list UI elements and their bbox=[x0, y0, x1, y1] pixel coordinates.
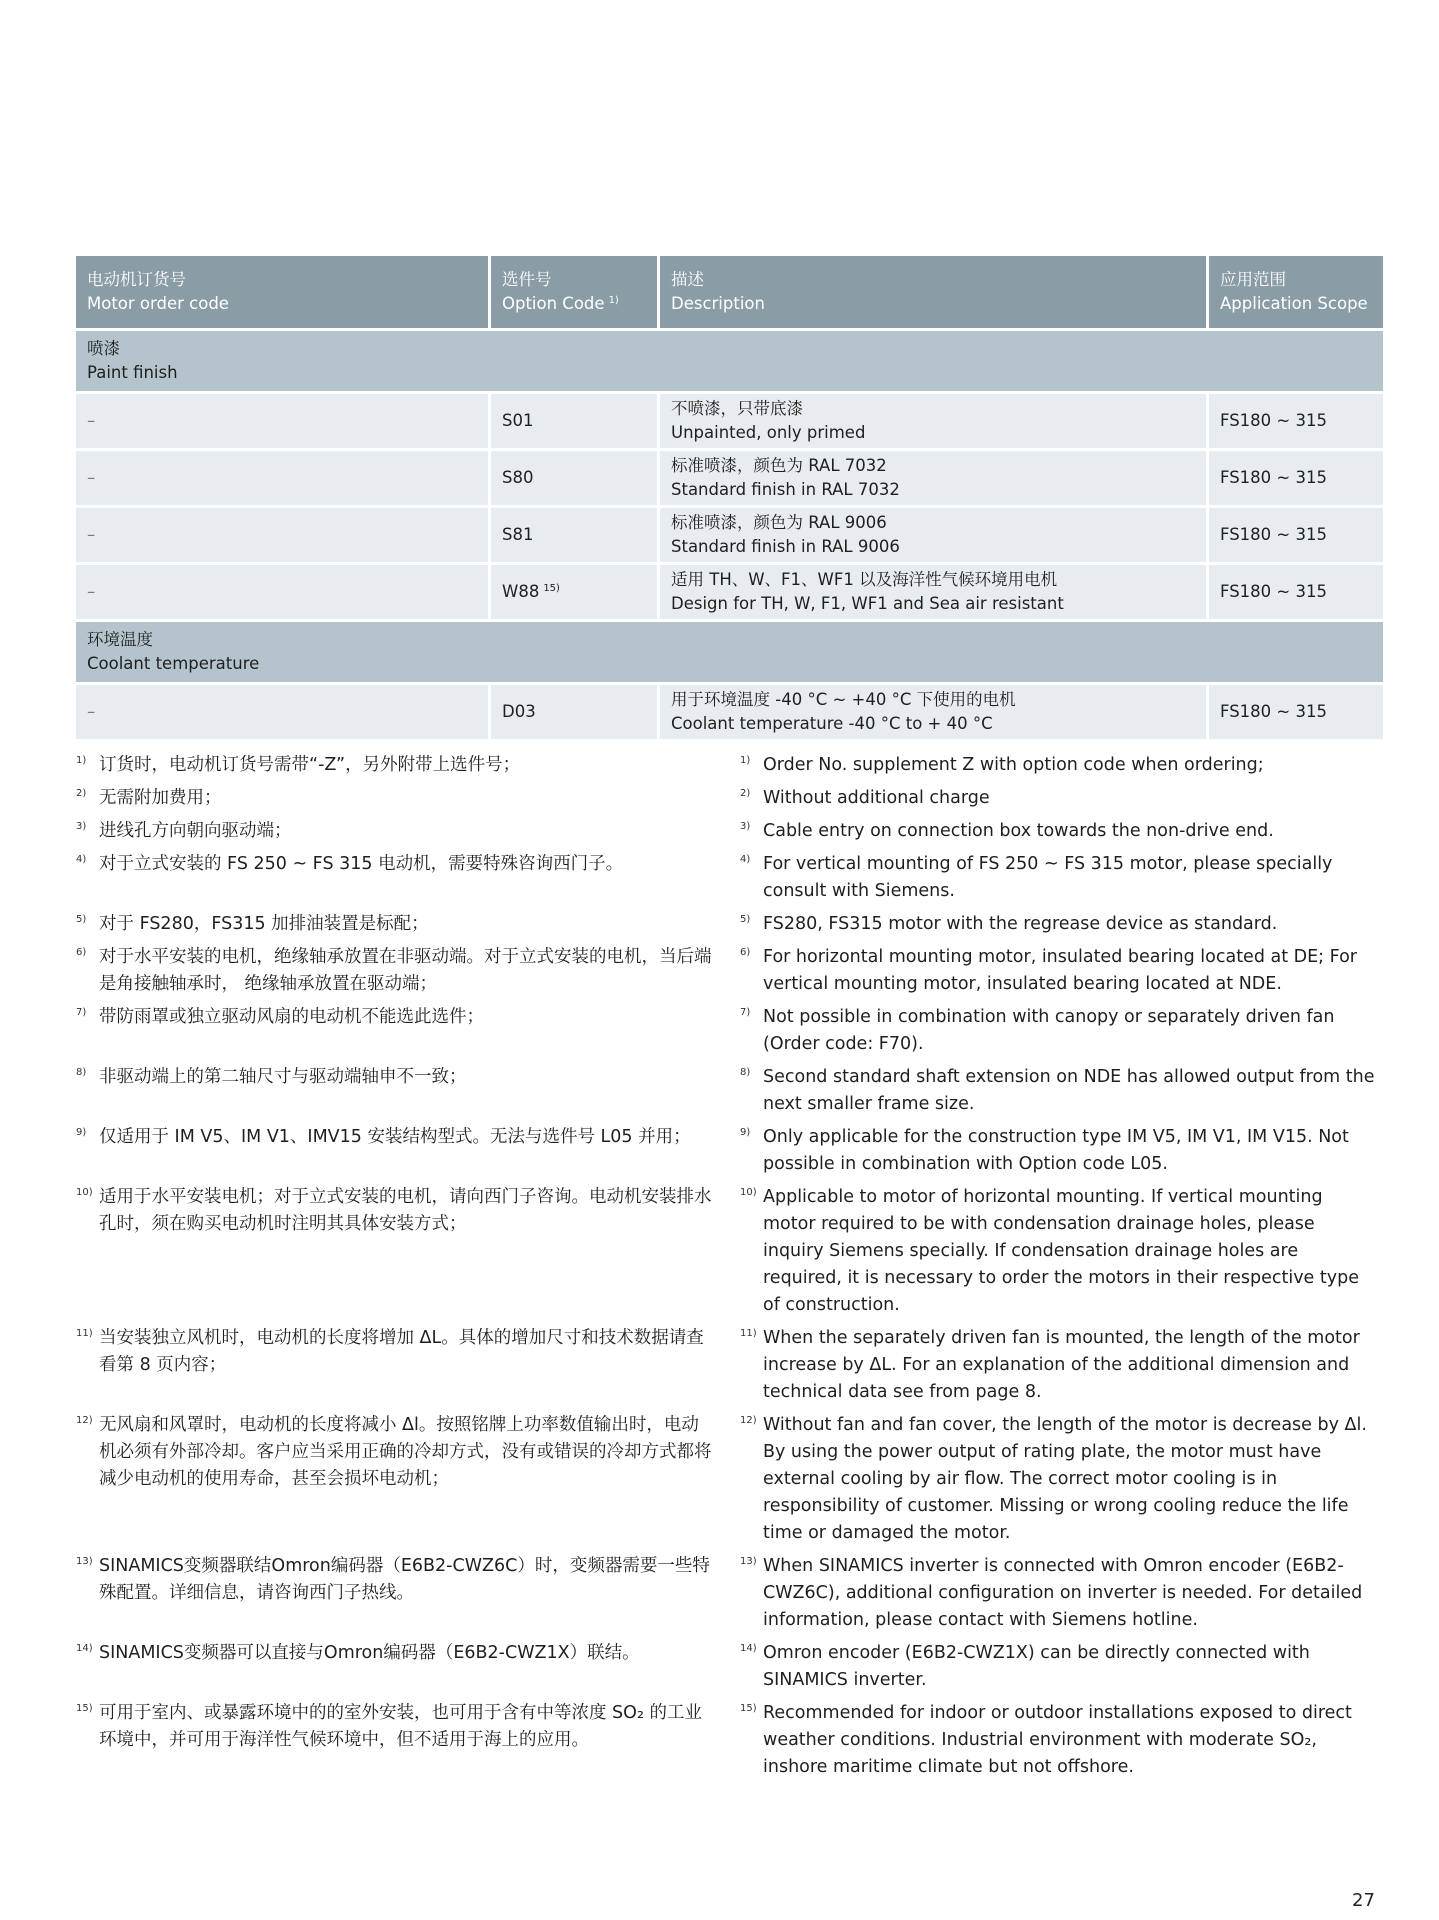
footnote-text: Recommended for indoor or outdoor installations exposed to direct weather conditions. Industrial environment with moderate SO₂, inshore maritime climate but not offshore. bbox=[763, 1703, 1352, 1777]
footnote bbox=[76, 1640, 716, 1694]
description-zh: 标准喷漆，颜色为 RAL 7032 bbox=[671, 456, 887, 475]
footnote-text: 非驱动端上的第二轴尺寸与驱动端轴申不一致； bbox=[99, 1067, 467, 1087]
footnote-text: 对于水平安装的电机，绝缘轴承放置在非驱动端。对于立式安装的电机，当后端是角接触轴承时， 绝缘轴承放置在驱动端； bbox=[99, 947, 712, 994]
description-en: Standard finish in RAL 7032 bbox=[671, 480, 900, 499]
section-header-row bbox=[76, 622, 1383, 682]
footnote bbox=[740, 911, 1380, 938]
footnote-number: 11) bbox=[76, 1328, 93, 1339]
footnote-number: 13) bbox=[740, 1556, 757, 1567]
table-row bbox=[76, 451, 1383, 505]
footnote-text: When SINAMICS inverter is connected with Omron encoder (E6B2-CWZ6C), additional configuration on inverter is needed. For detailed information, please contact with Siemens hotline. bbox=[763, 1556, 1363, 1630]
header-motor-code bbox=[76, 256, 488, 328]
footnote-number: 7) bbox=[740, 1007, 751, 1018]
footnote bbox=[740, 1124, 1380, 1178]
footnote bbox=[76, 1004, 716, 1058]
footnote-number: 14) bbox=[740, 1643, 757, 1654]
footnote-text: FS280, FS315 motor with the regrease device as standard. bbox=[763, 914, 1278, 934]
description-cell bbox=[660, 565, 1206, 619]
option-code-cell bbox=[491, 508, 657, 562]
option-code: W88 bbox=[502, 582, 540, 601]
footnote bbox=[740, 1553, 1380, 1634]
footnote-number: 10) bbox=[740, 1187, 757, 1198]
table-row bbox=[76, 394, 1383, 448]
footnote-text: SINAMICS变频器联结Omron编码器（E6B2-CWZ6C）时，变频器需要一些特殊配置。详细信息，请咨询西门子热线。 bbox=[99, 1556, 710, 1603]
header-option-code bbox=[491, 256, 657, 328]
footnote-text: For vertical mounting of FS 250 ~ FS 315 motor, please specially consult with Siemens. bbox=[763, 854, 1333, 901]
footnote bbox=[76, 1064, 716, 1118]
footnote bbox=[740, 785, 1380, 812]
description-cell bbox=[660, 451, 1206, 505]
footnote bbox=[76, 1412, 716, 1547]
options-table bbox=[73, 253, 1386, 742]
footnote bbox=[740, 818, 1380, 845]
footnote bbox=[76, 818, 716, 845]
footnote-text: Cable entry on connection box towards the non-drive end. bbox=[763, 821, 1274, 841]
footnote-text: 当安装独立风机时，电动机的长度将增加 ΔL。具体的增加尺寸和技术数据请查看第 8 页内容； bbox=[99, 1328, 704, 1375]
section-title bbox=[76, 331, 1383, 391]
section-title-zh: 喷漆 bbox=[87, 339, 120, 358]
footnote-text: SINAMICS变频器可以直接与Omron编码器（E6B2-CWZ1X）联结。 bbox=[99, 1643, 640, 1663]
footnote-text: 带防雨罩或独立驱动风扇的电动机不能选此选件； bbox=[99, 1007, 484, 1027]
footnote-text: Omron encoder (E6B2-CWZ1X) can be directly connected with SINAMICS inverter. bbox=[763, 1643, 1310, 1690]
option-code-cell bbox=[491, 394, 657, 448]
footnote bbox=[76, 1553, 716, 1634]
scope-cell: FS180 ~ 315 bbox=[1209, 508, 1383, 562]
footnote-text: When the separately driven fan is mounted, the length of the motor increase by ΔL. For an explanation of the additional dimension and technical data see from page 8. bbox=[763, 1328, 1360, 1402]
header-en: Motor order code bbox=[87, 294, 229, 313]
scope-cell: FS180 ~ 315 bbox=[1209, 565, 1383, 619]
footnote bbox=[740, 944, 1380, 998]
table-header-row bbox=[76, 256, 1383, 328]
motor-code-cell: – bbox=[76, 565, 488, 619]
header-en: Description bbox=[671, 294, 765, 313]
description-en: Coolant temperature -40 °C to + 40 °C bbox=[671, 714, 993, 733]
footnote-number: 9) bbox=[76, 1127, 87, 1138]
scope-cell: FS180 ~ 315 bbox=[1209, 451, 1383, 505]
description-en: Standard finish in RAL 9006 bbox=[671, 537, 900, 556]
footnote-text: 对于 FS280，FS315 加排油装置是标配； bbox=[99, 914, 429, 934]
footnote-number: 13) bbox=[76, 1556, 93, 1567]
footnote-text: Applicable to motor of horizontal mounting. If vertical mounting motor required to be with condensation drainage holes, please inquiry Siemens specially. If condensation drainage holes are required, it is necessary to order the motors in their respective type of construction. bbox=[763, 1187, 1359, 1315]
scope-cell: FS180 ~ 315 bbox=[1209, 394, 1383, 448]
description-zh: 不喷漆，只带底漆 bbox=[671, 399, 803, 418]
footnote bbox=[740, 752, 1380, 779]
footnote bbox=[76, 1184, 716, 1319]
footnote-text: Only applicable for the construction type IM V5, IM V1, IM V15. Not possible in combination with Option code L05. bbox=[763, 1127, 1349, 1174]
section-title-zh: 环境温度 bbox=[87, 630, 153, 649]
footnote-text: 无风扇和风罩时，电动机的长度将减小 Δl。按照铭牌上功率数值输出时，电动机必须有外部冷却。客户应当采用正确的冷却方式，没有或错误的冷却方式都将减少电动机的使用寿命，甚至会损坏电动机； bbox=[99, 1415, 712, 1489]
option-code: S81 bbox=[502, 525, 534, 544]
page-number: 27 bbox=[1352, 1890, 1375, 1911]
footnote-text: 仅适用于 IM V5、IM V1、IMV15 安装结构型式。无法与选件号 L05 并用； bbox=[99, 1127, 691, 1147]
footnote-text: Not possible in combination with canopy or separately driven fan (Order code: F70). bbox=[763, 1007, 1335, 1054]
description-zh: 标准喷漆，颜色为 RAL 9006 bbox=[671, 513, 887, 532]
footnote-number: 11) bbox=[740, 1328, 757, 1339]
footnote-number: 6) bbox=[740, 947, 751, 958]
footnote-number: 2) bbox=[740, 788, 751, 799]
footnote-text: 进线孔方向朝向驱动端； bbox=[99, 821, 292, 841]
header-description bbox=[660, 256, 1206, 328]
option-code-cell bbox=[491, 685, 657, 739]
section-header-row bbox=[76, 331, 1383, 391]
option-code: S80 bbox=[502, 468, 534, 487]
footnote bbox=[76, 911, 716, 938]
footnote-number: 8) bbox=[740, 1067, 751, 1078]
footnote bbox=[76, 851, 716, 905]
footnote-number: 3) bbox=[740, 821, 751, 832]
footnote bbox=[76, 1700, 716, 1781]
option-code-cell bbox=[491, 451, 657, 505]
header-en: Application Scope bbox=[1220, 294, 1368, 313]
footnote-number: 7) bbox=[76, 1007, 87, 1018]
option-code-cell bbox=[491, 565, 657, 619]
section-title-en: Paint finish bbox=[87, 363, 178, 382]
footnote-number: 4) bbox=[76, 854, 87, 865]
footnote bbox=[76, 752, 716, 779]
description-zh: 用于环境温度 -40 °C ~ +40 °C 下使用的电机 bbox=[671, 690, 1016, 709]
motor-code-cell: – bbox=[76, 451, 488, 505]
motor-code-cell: – bbox=[76, 394, 488, 448]
footnote-number: 3) bbox=[76, 821, 87, 832]
footnote-text: Second standard shaft extension on NDE has allowed output from the next smaller frame size. bbox=[763, 1067, 1375, 1114]
header-en: Option Code bbox=[502, 294, 605, 313]
section-title bbox=[76, 622, 1383, 682]
footnote-text: For horizontal mounting motor, insulated bearing located at DE; For vertical mounting motor, insulated bearing located at NDE. bbox=[763, 947, 1357, 994]
description-en: Design for TH, W, F1, WF1 and Sea air resistant bbox=[671, 594, 1064, 613]
footnote-number: 8) bbox=[76, 1067, 87, 1078]
description-cell bbox=[660, 394, 1206, 448]
scope-cell: FS180 ~ 315 bbox=[1209, 685, 1383, 739]
header-zh: 应用范围 bbox=[1220, 270, 1286, 289]
footnote bbox=[740, 1700, 1380, 1781]
footnote-number: 12) bbox=[740, 1415, 757, 1426]
motor-code-cell: – bbox=[76, 685, 488, 739]
footnote-text: 对于立式安装的 FS 250 ~ FS 315 电动机，需要特殊咨询西门子。 bbox=[99, 854, 624, 874]
footnote-number: 5) bbox=[740, 914, 751, 925]
footnote bbox=[740, 851, 1380, 905]
header-zh: 电动机订货号 bbox=[87, 270, 186, 289]
footnote bbox=[76, 1325, 716, 1406]
footnote-text: Order No. supplement Z with option code when ordering; bbox=[763, 755, 1264, 775]
footnote-number: 12) bbox=[76, 1415, 93, 1426]
footnote bbox=[740, 1004, 1380, 1058]
footnote-number: 1) bbox=[76, 755, 87, 766]
footnote-number: 4) bbox=[740, 854, 751, 865]
footnote bbox=[740, 1412, 1380, 1547]
footnote-number: 1) bbox=[740, 755, 751, 766]
footnote-text: 订货时，电动机订货号需带“-Z”，另外附带上选件号； bbox=[99, 755, 521, 775]
description-zh: 适用 TH、W、F1、WF1 以及海洋性气候环境用电机 bbox=[671, 570, 1058, 589]
footnotes-chinese bbox=[76, 752, 716, 1787]
footnote bbox=[76, 1124, 716, 1178]
description-cell bbox=[660, 508, 1206, 562]
footnote-text: Without additional charge bbox=[763, 788, 990, 808]
footnote-number: 5) bbox=[76, 914, 87, 925]
footnote-ref: 1) bbox=[608, 294, 619, 306]
footnote-text: 无需附加费用； bbox=[99, 788, 222, 808]
footnote bbox=[76, 944, 716, 998]
footnote bbox=[740, 1184, 1380, 1319]
footnote bbox=[740, 1640, 1380, 1694]
option-code: D03 bbox=[502, 702, 536, 721]
footnote-number: 15) bbox=[76, 1703, 93, 1714]
footnote-number: 15) bbox=[740, 1703, 757, 1714]
section-title-en: Coolant temperature bbox=[87, 654, 260, 673]
footnote-number: 9) bbox=[740, 1127, 751, 1138]
description-cell bbox=[660, 685, 1206, 739]
footnote bbox=[740, 1325, 1380, 1406]
footnote-number: 14) bbox=[76, 1643, 93, 1654]
table-row bbox=[76, 565, 1383, 619]
table-row bbox=[76, 508, 1383, 562]
header-zh: 描述 bbox=[671, 270, 704, 289]
footnote-ref: 15) bbox=[543, 582, 560, 594]
footnotes-english bbox=[740, 752, 1380, 1787]
description-en: Unpainted, only primed bbox=[671, 423, 866, 442]
footnote-text: Without fan and fan cover, the length of the motor is decrease by Δl. By using the power output of rating plate, the motor must have external cooling by air flow. The correct motor cooling is in responsibility of customer. Missing or wrong cooling reduce the life time or damaged the motor. bbox=[763, 1415, 1367, 1543]
footnote-number: 10) bbox=[76, 1187, 93, 1198]
footnote bbox=[76, 785, 716, 812]
table-row bbox=[76, 685, 1383, 739]
footnote-text: 适用于水平安装电机；对于立式安装的电机，请向西门子咨询。电动机安装排水孔时，须在购买电动机时注明其具体安装方式； bbox=[99, 1187, 712, 1234]
header-zh: 选件号 bbox=[502, 270, 552, 289]
footnote-number: 6) bbox=[76, 947, 87, 958]
footnote-number: 2) bbox=[76, 788, 87, 799]
motor-code-cell: – bbox=[76, 508, 488, 562]
footnote-text: 可用于室内、或暴露环境中的的室外安装，也可用于含有中等浓度 SO₂ 的工业环境中，并可用于海洋性气候环境中，但不适用于海上的应用。 bbox=[99, 1703, 703, 1750]
header-application-scope bbox=[1209, 256, 1383, 328]
option-code: S01 bbox=[502, 411, 534, 430]
footnote bbox=[740, 1064, 1380, 1118]
